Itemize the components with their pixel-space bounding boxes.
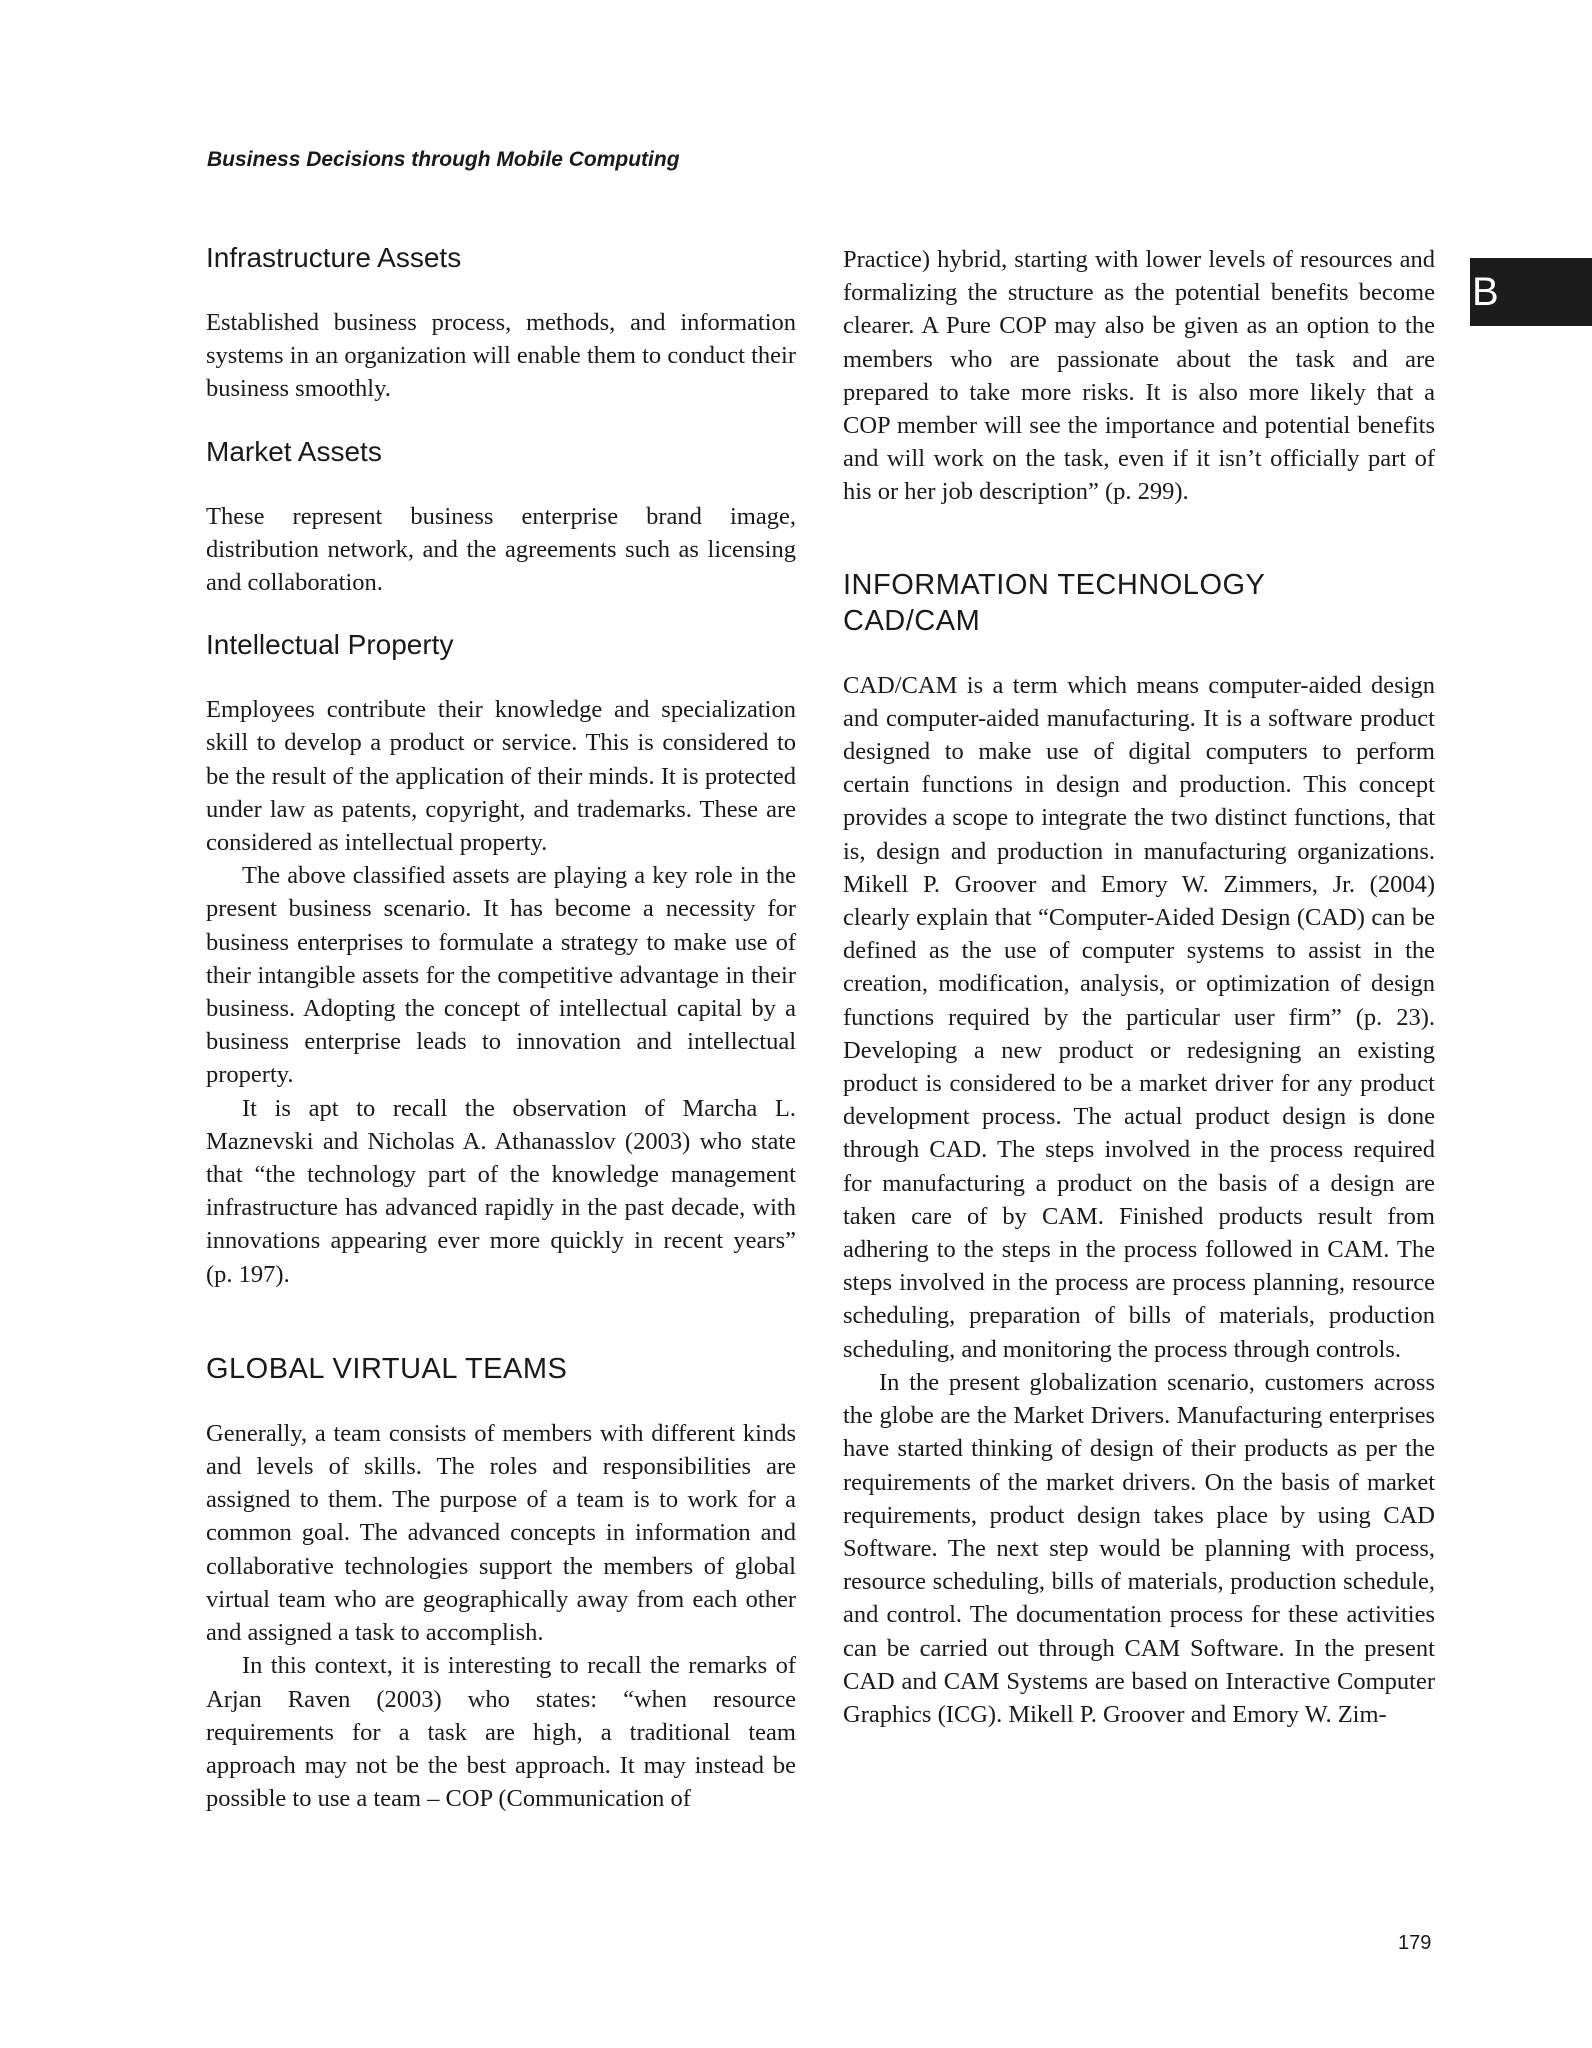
paragraph-infrastructure: Established business process, methods, and information systems in an organization will enable them to conduct their business smoothly. xyxy=(206,309,796,403)
section-tab-marker: B xyxy=(1470,258,1592,326)
paragraph-ip-3: It is apt to recall the observation of Marcha L. Maznevski and Nicholas A. Athanasslov (2003) who state that “the technology part of the knowledge management infrastructure has advanced rapidly in the past decade, with innovations appearing ever more quickly in recent years” (p. 197). xyxy=(206,1094,796,1288)
heading-it-line-1: INFORMATION TECHNOLOGY xyxy=(843,568,1266,601)
right-column xyxy=(843,243,1435,1731)
paragraph-market: These represent business enterprise brand image, distribution network, and the agreements such as licensing and collaboration. xyxy=(206,502,796,597)
running-head: Business Decisions through Mobile Computing xyxy=(207,148,680,171)
heading-infrastructure-assets: Infrastructure Assets xyxy=(206,242,462,273)
paragraph-cad-2: In the present globalization scenario, customers across the globe are the Market Drivers. Manufacturing enterprises have started thinking of design of their products as per the requirements of the market drivers. On the basis of market requirements, product design takes place by using CAD Software. The next step would be planning with process, resource scheduling, bills of materials, production schedule, and control. The documentation process for these activities can be carried out through CAM Software. In the present CAD and CAM Systems are based on Interactive Computer Graphics (ICG). Mikell P. Groover and Emory W. Zim- xyxy=(843,1368,1435,1728)
paragraph-gvt-2: In this context, it is interesting to recall the remarks of Arjan Raven (2003) who states: “when resource requirements for a task are high, a traditional team approach may not be the best approach. It may instead be possible to use a team – COP (Communication of xyxy=(206,1652,796,1813)
paragraph-continued: Practice) hybrid, starting with lower levels of resources and formalizing the structure as the potential benefits become clearer. A Pure COP may also be given as an option to the members who are passionate about the task and are prepared to take more risks. It is also more likely that a COP member will see the importance and potential benefits and will work on the task, even if it isn’t officially part of his or her job description” (p. 299). xyxy=(843,246,1435,506)
heading-global-virtual-teams: GLOBAL VIRTUAL TEAMS xyxy=(206,1352,568,1385)
heading-market-assets: Market Assets xyxy=(206,435,382,467)
paragraph-cad-1: CAD/CAM is a term which means computer-aided design and computer-aided manufacturing. It is a software product designed to make use of digital computers to perform certain functions in design and production. This concept provides a scope to integrate the two distinct functions, that is, design and production in manufacturing organizations. Mikell P. Groover and Emory W. Zimmers, Jr. (2004) clearly explain that “Computer-Aided Design (CAD) can be defined as the use of computer systems to assist in the creation, modification, analysis, or optimization of design functions required by the particular user firm” (p. 23). Developing a new product or redesigning an existing product is considered to be a market driver for any product development process. The actual product design is done through CAD. The steps involved in the process required for manufacturing a product on the basis of a design are taken care of by CAM. Finished products result from adhering to the steps in the process followed in CAM. The steps involved in the process are process planning, resource scheduling, preparation of bills of materials, production scheduling, and monitoring the process through controls. xyxy=(843,671,1435,1363)
paragraph-ip-1: Employees contribute their knowledge and specialization skill to develop a product or service. This is considered to be the result of the application of their minds. It is protected under law as patents, copyright, and trademarks. These are considered as intellectual property. xyxy=(206,696,796,857)
paragraph-gvt-1: Generally, a team consists of members with different kinds and levels of skills. The roles and responsibilities are assigned to them. The purpose of a team is to work for a common goal. The advanced concepts in information and collaborative technologies support the members of global virtual team who are geographically away from each other and assigned a task to accomplish. xyxy=(206,1419,796,1647)
page-number: 179 xyxy=(1398,1932,1432,1954)
left-column xyxy=(206,240,796,1815)
heading-it-line-2: CAD/CAM xyxy=(843,604,981,637)
paragraph-ip-2: The above classified assets are playing a key role in the present business scenario. It has become a necessity for business enterprises to formulate a strategy to make use of their intangible assets for the competitive advantage in their business. Adopting the concept of intellectual capital by a business enterprise leads to innovation and intellectual property. xyxy=(206,862,796,1089)
heading-intellectual-property: Intellectual Property xyxy=(206,629,454,661)
heading-information-technology xyxy=(843,567,1435,639)
